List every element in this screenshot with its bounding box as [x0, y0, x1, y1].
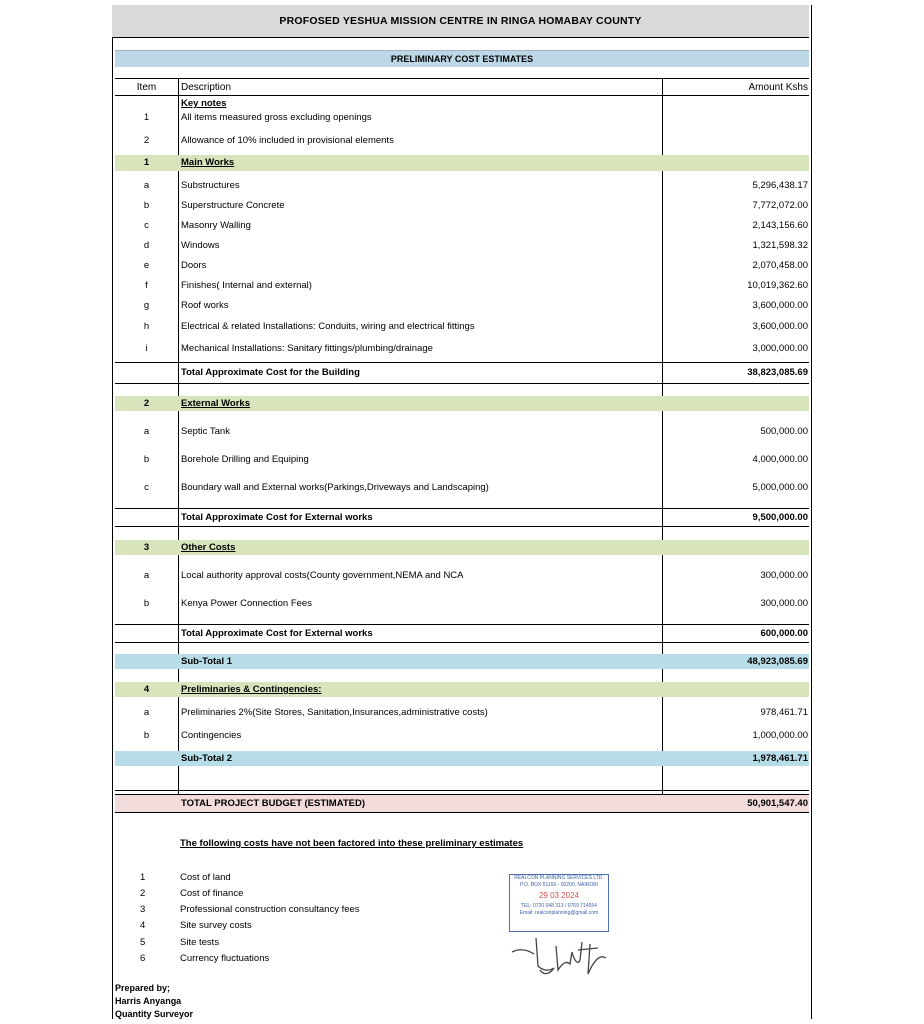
grand-total-row: TOTAL PROJECT BUDGET (ESTIMATED) 50,901,547.40 — [115, 794, 809, 813]
excluded-costs-heading: The following costs have not been factored into these preliminary estimates — [180, 838, 524, 849]
table-top-border — [115, 78, 809, 79]
amount-column-header: Amount Kshs — [748, 82, 808, 93]
section-main-works: 1 Main Works — [115, 155, 809, 171]
amount-column-divider — [662, 78, 663, 812]
list-item: 2 Cost of finance — [140, 888, 244, 899]
list-item: 6 Currency fluctuations — [140, 953, 270, 964]
item-column-header: Item — [136, 82, 157, 93]
preparer-role: Quantity Surveyor — [115, 1009, 194, 1019]
list-item: 4 Site survey costs — [140, 920, 252, 931]
document-title: PROFOSED YESHUA MISSION CENTRE IN RINGA HOMABAY COUNTY — [112, 5, 809, 38]
company-stamp: REALCON PLANNING SERVICES LTD. P.O. BOX 51150 - 00200, NAIROBI 29 03 2024 TEL: 0720 048 313 / 0769 714554 Email: realconplanning@gmail.com — [509, 874, 609, 932]
document-subtitle: PRELIMINARY COST ESTIMATES — [115, 50, 809, 67]
list-item: 1 Cost of land — [140, 872, 231, 883]
signature — [508, 930, 618, 982]
key-notes-heading: Key notes — [181, 98, 227, 109]
header-bottom-border — [115, 95, 809, 96]
description-column-header: Description — [181, 82, 232, 93]
subtotal-2-row: Sub-Total 2 1,978,461.71 — [115, 751, 809, 766]
subtotal-1-row: Sub-Total 1 48,923,085.69 — [115, 654, 809, 669]
list-item: 3 Professional construction consultancy fees — [140, 904, 360, 915]
section-external-works: 2 External Works — [115, 396, 809, 411]
list-item: 5 Site tests — [140, 937, 220, 948]
item-column-divider — [178, 78, 179, 812]
section-preliminaries: 4 Preliminaries & Contingencies: — [115, 682, 809, 697]
section-other-costs: 3 Other Costs — [115, 540, 809, 555]
preparer-name: Harris Anyanga — [115, 996, 182, 1006]
prepared-by-label: Prepared by; — [115, 983, 171, 993]
